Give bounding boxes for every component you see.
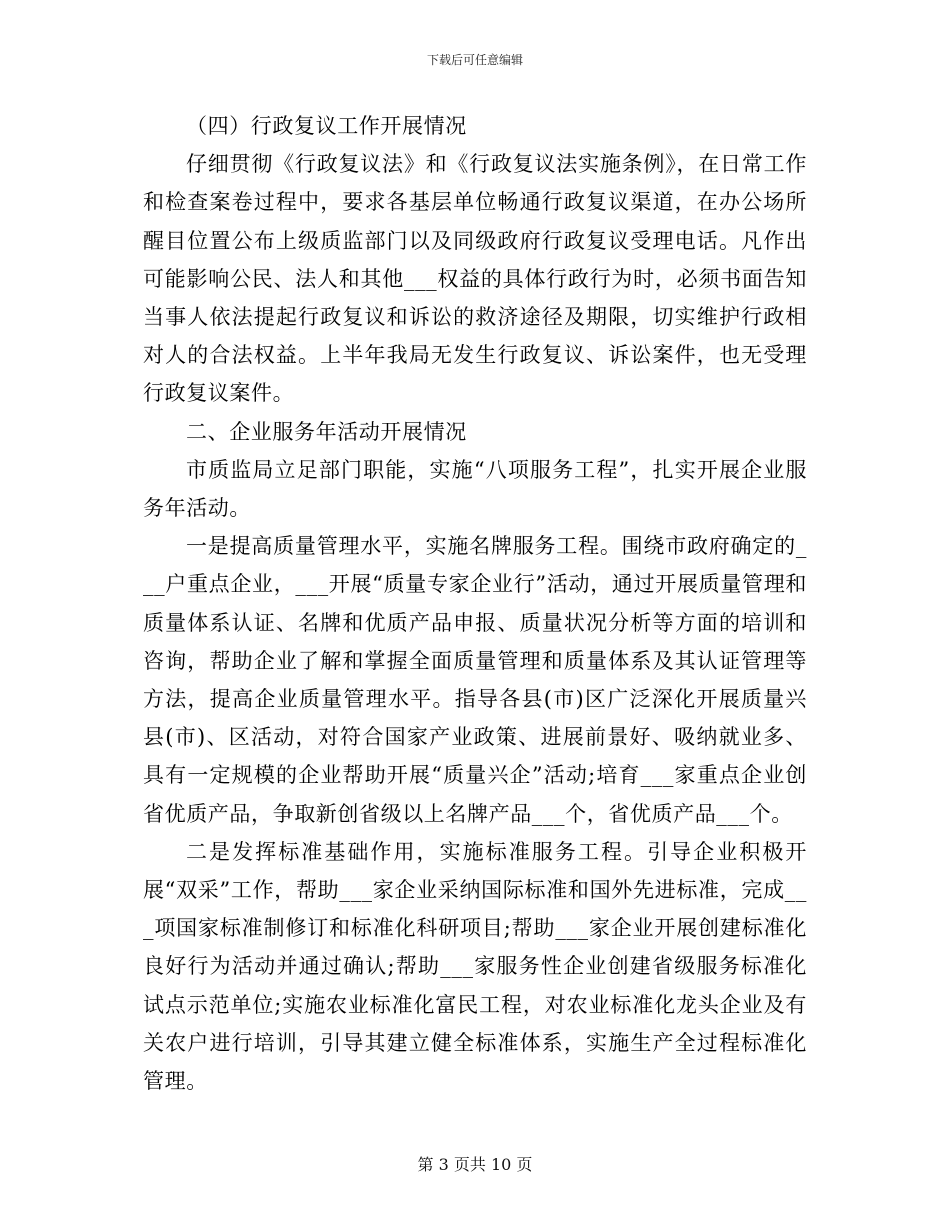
paragraph-eight-services: 市质监局立足部门职能，实施“八项服务工程”，扎实开展企业服务年活动。 [143, 457, 807, 521]
paragraph-admin-review: 仔细贯彻《行政复议法》和《行政复议法实施条例》，在日常工作和检查案卷过程中，要求各基层单位畅通行政复议渠道，在办公场所醒目位置公布上级质监部门以及同级政府行政复议受理电话。凡作出可能影响公民、法人和其他___权益的具体行政行为时，必须书面告知当事人依法提起行政复议和诉讼的救济途径及期限，切实维护行政相对人的合法权益。上半年我局无发生行政复议、诉讼案件，也无受理行政复议案件。 [143, 152, 807, 406]
document-body [143, 107, 807, 1100]
paragraph-brand-service: 一是提高质量管理水平，实施名牌服务工程。围绕市政府确定的___户重点企业，___开展“质量专家企业行”活动，通过开展质量管理和质量体系认证、名牌和优质产品申报、质量状况分析等方面的培训和咨询，帮助企业了解和掌握全面质量管理和质量体系及其认证管理等方法，提高企业质量管理水平。指导各县(市)区广泛深化开展质量兴县(市)、区活动，对符合国家产业政策、进展前景好、吸纳就业多、具有一定规模的企业帮助开展“质量兴企”活动;培育___家重点企业创省优质产品，争取新创省级以上名牌产品___个，省优质产品___个。 [143, 534, 807, 826]
paragraph-standard-service: 二是发挥标准基础作用，实施标准服务工程。引导企业积极开展“双采”工作，帮助___家企业采纳国际标准和国外先进标准，完成___项国家标准制修订和标准化科研项目;帮助___家企业开展创建标准化良好行为活动并通过确认;帮助___家服务性企业创建省级服务标准化试点示范单位;实施农业标准化富民工程，对农业标准化龙头企业及有关农户进行培训，引导其建立健全标准体系，实施生产全过程标准化管理。 [143, 839, 807, 1094]
section-heading-enterprise-service: 二、企业服务年活动开展情况 [186, 419, 467, 444]
section-heading-admin-review: （四）行政复议工作开展情况 [186, 114, 467, 138]
page-header: 下载后可任意编辑 [426, 53, 523, 67]
page-number: 第 3 页共 10 页 [417, 1155, 533, 1174]
